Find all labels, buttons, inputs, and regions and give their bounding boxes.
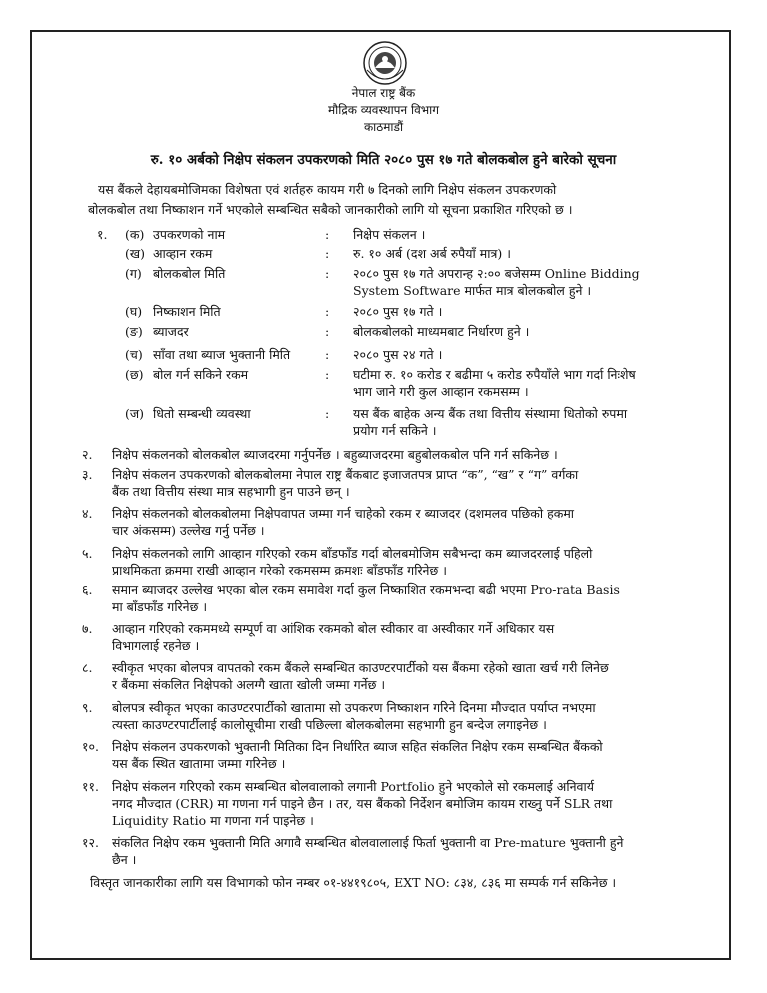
paragraph-line: समान ब्याजदर उल्लेख भएका बोल रकम समावेश गर्दा कुल निष्काशित रकमभन्दा बढी भएमा Pro-rata Basis — [112, 582, 620, 597]
paragraph-line: निक्षेप संकलन गरिएको रकम सम्बन्धित बोलवालाको लगानी Portfolio हुने भएकोले सो रकमलाई अनिवार्य — [112, 779, 594, 794]
paragraph-line: विभागलाई रहनेछ । — [112, 638, 200, 653]
paragraph-line: निक्षेप संकलन उपकरणको बोलकबोलमा नेपाल राष्ट्र बैंकबाट इजाजतपत्र प्राप्त “क”, “ख” र “ग” वर्गका — [112, 467, 579, 482]
paragraph-line: प्राथमिकता क्रममा राखी आव्हान गरेको रकमसम्म क्रमशः बाँडफाँड गरिनेछ । — [112, 563, 447, 578]
item-sub-letter: (ख) — [125, 246, 145, 261]
paragraph-number: ४. — [82, 506, 93, 521]
item-value: घटीमा रु. १० करोड र बढीमा ५ करोड रुपैयाँले भाग गर्दा निःशेष — [353, 367, 636, 382]
paragraph-line: छैन । — [112, 852, 137, 867]
item-label: ब्याजदर — [153, 324, 189, 339]
item-value: बोलकबोलको माध्यमबाट निर्धारण हुने । — [353, 324, 530, 339]
paragraph-number: ७. — [82, 621, 93, 636]
paragraph-number: ५. — [82, 546, 93, 561]
item-label: धितो सम्बन्धी व्यवस्था — [153, 406, 251, 421]
item-value: निक्षेप संकलन । — [353, 227, 426, 242]
paragraph-number: ८. — [82, 660, 93, 675]
paragraph-line: निक्षेप संकलनको लागि आव्हान गरिएको रकम बाँडफाँड गर्दा बोलबमोजिम सबैभन्दा कम ब्याजदरलाई पहिलो — [112, 546, 593, 561]
contact-footer: विस्तृत जानकारीका लागि यस विभागको फोन नम्बर ०१-४४१९८०५, EXT NO: ८३४, ८३६ मा सम्पर्क गर्न सकिनेछ । — [90, 875, 617, 890]
paragraph-number: २. — [82, 447, 93, 462]
paragraph-number: ११. — [82, 779, 99, 794]
intro-line: यस बैंकले देहायबमोजिमका विशेषता एवं शर्तहरु कायम गरी ७ दिनको लागि निक्षेप संकलन उपकरणको — [98, 182, 557, 197]
paragraph-number: १२. — [82, 835, 99, 850]
nrb-seal-icon — [362, 40, 408, 86]
paragraph-number: ९. — [82, 700, 93, 715]
intro-paragraph — [88, 180, 688, 220]
paragraph-line: र बैंकमा संकलित निक्षेपको अलग्गै खाता खोली जम्मा गर्नेछ । — [112, 677, 386, 692]
item-value: भाग जाने गरी कुल आव्हान रकमसम्म । — [353, 384, 529, 399]
paragraph-number: १०. — [82, 739, 99, 754]
paragraph-line: संकलित निक्षेप रकम भुक्तानी मिति अगावै सम्बन्धित बोलवालालाई फिर्ता भुक्तानी वा Pre-mature भुक्तानी हुने — [112, 835, 624, 850]
item-colon: : — [325, 324, 330, 339]
item-number: १. — [97, 227, 108, 242]
item-sub-letter: (घ) — [125, 304, 143, 319]
item-sub-letter: (च) — [125, 347, 143, 362]
paragraph-line: निक्षेप संकलनको बोलकबोलमा निक्षेपवापत जम्मा गर्न चाहेको रकम र ब्याजदर (दशमलव पछिको हकमा — [112, 506, 575, 521]
item-label: उपकरणको नाम — [153, 227, 226, 242]
item-sub-letter: (क) — [125, 227, 145, 242]
item-colon: : — [325, 266, 330, 281]
item-colon: : — [325, 227, 330, 242]
paragraph-number: ३. — [82, 467, 93, 482]
department-name: मौद्रिक व्यवस्थापन विभाग — [327, 103, 440, 117]
item-colon: : — [325, 246, 330, 261]
paragraph-line: आव्हान गरिएको रकममध्ये सम्पूर्ण वा आंशिक रकमको बोल स्वीकार वा अस्वीकार गर्ने अधिकार यस — [112, 621, 555, 636]
item-value: रु. १० अर्ब (दश अर्ब रुपैयाँ मात्र) । — [353, 246, 511, 261]
paragraph-line: यस बैंक स्थित खातामा जम्मा गरिनेछ । — [112, 756, 286, 771]
item-sub-letter: (छ) — [125, 367, 144, 382]
item-value: २०८० पुस २४ गते । — [353, 347, 443, 362]
city-name: काठमाडौं — [363, 120, 404, 134]
paragraph-line: निक्षेप संकलनको बोलकबोल ब्याजदरमा गर्नुपर्नेछ । बहुब्याजदरमा बहुबोलकबोल पनि गर्न सकिनेछ । — [112, 447, 558, 462]
paragraph-line: चार अंकसम्म) उल्लेख गर्नु पर्नेछ । — [112, 523, 265, 538]
paragraph-line: Liquidity Ratio मा गणना गर्न पाइनेछ । — [112, 813, 314, 828]
item-value: २०८० पुस १७ गते अपरान्ह २:०० बजेसम्म Online Bidding — [353, 266, 640, 281]
paragraph-line: मा बाँडफाँड गरिनेछ । — [112, 599, 208, 614]
intro-line: बोलकबोल तथा निष्काशन गर्ने भएकोले सम्बन्धित सबैको जानकारीको लागि यो सूचना प्रकाशित गरिएको छ । — [88, 202, 573, 217]
item-value: प्रयोग गर्न सकिने । — [353, 423, 437, 438]
paragraph-line: त्यस्ता काउण्टरपार्टीलाई कालोसूचीमा राखी पछिल्ला बोलकबोलमा सहभागी हुन बन्देज लगाइनेछ । — [112, 717, 547, 732]
paragraph-line: बैंक तथा वित्तीय संस्था मात्र सहभागी हुन पाउने छन् । — [112, 484, 350, 499]
paragraph-line: स्वीकृत भएका बोलपत्र वापतको रकम बैंकले सम्बन्धित काउण्टरपार्टीको यस बैंकमा रहेको खाता खर्च गरी लिनेछ — [112, 660, 609, 675]
item-colon: : — [325, 367, 330, 382]
item-label: बोलकबोल मिति — [153, 266, 226, 281]
notice-title: रु. १० अर्बको निक्षेप संकलन उपकरणको मिति २०८० पुस १७ गते बोलकबोल हुने बारेको सूचना — [150, 152, 617, 168]
paragraph-number: ६. — [82, 582, 93, 597]
item-label: साँवा तथा ब्याज भुक्तानी मिति — [153, 347, 291, 362]
item-colon: : — [325, 304, 330, 319]
paragraph-line: निक्षेप संकलन उपकरणको भुक्तानी मितिका दिन निर्धारित ब्याज सहित संकलित निक्षेप रकम सम्बन्धित बैंकको — [112, 739, 603, 754]
item-value: System Software मार्फत मात्र बोलकबोल हुने । — [353, 283, 592, 298]
item-sub-letter: (ग) — [125, 266, 142, 281]
paragraph-line: नगद मौज्दात (CRR) मा गणना गर्न पाइने छैन । तर, यस बैंकको निर्देशन बमोजिम कायम राख्नु पर्ने SLR तथा — [112, 796, 613, 811]
item-value: २०८० पुस १७ गते । — [353, 304, 443, 319]
item-sub-letter: (ङ) — [125, 324, 143, 339]
item-value: यस बैंक बाहेक अन्य बैंक तथा वित्तीय संस्थामा धितोको रुपमा — [353, 406, 628, 421]
item-colon: : — [325, 347, 330, 362]
item-sub-letter: (ज) — [125, 406, 145, 421]
item-label: आव्हान रकम — [153, 246, 213, 261]
bank-name: नेपाल राष्ट्र बैंक — [351, 86, 416, 100]
item-label: निष्काशन मिति — [153, 304, 221, 319]
item-colon: : — [325, 406, 330, 421]
paragraph-line: बोलपत्र स्वीकृत भएका काउण्टरपार्टीको खातामा सो उपकरण निष्काशन गरिने दिनमा मौज्दात पर्याप्त नभएमा — [112, 700, 596, 715]
item-label: बोल गर्न सकिने रकम — [153, 367, 249, 382]
